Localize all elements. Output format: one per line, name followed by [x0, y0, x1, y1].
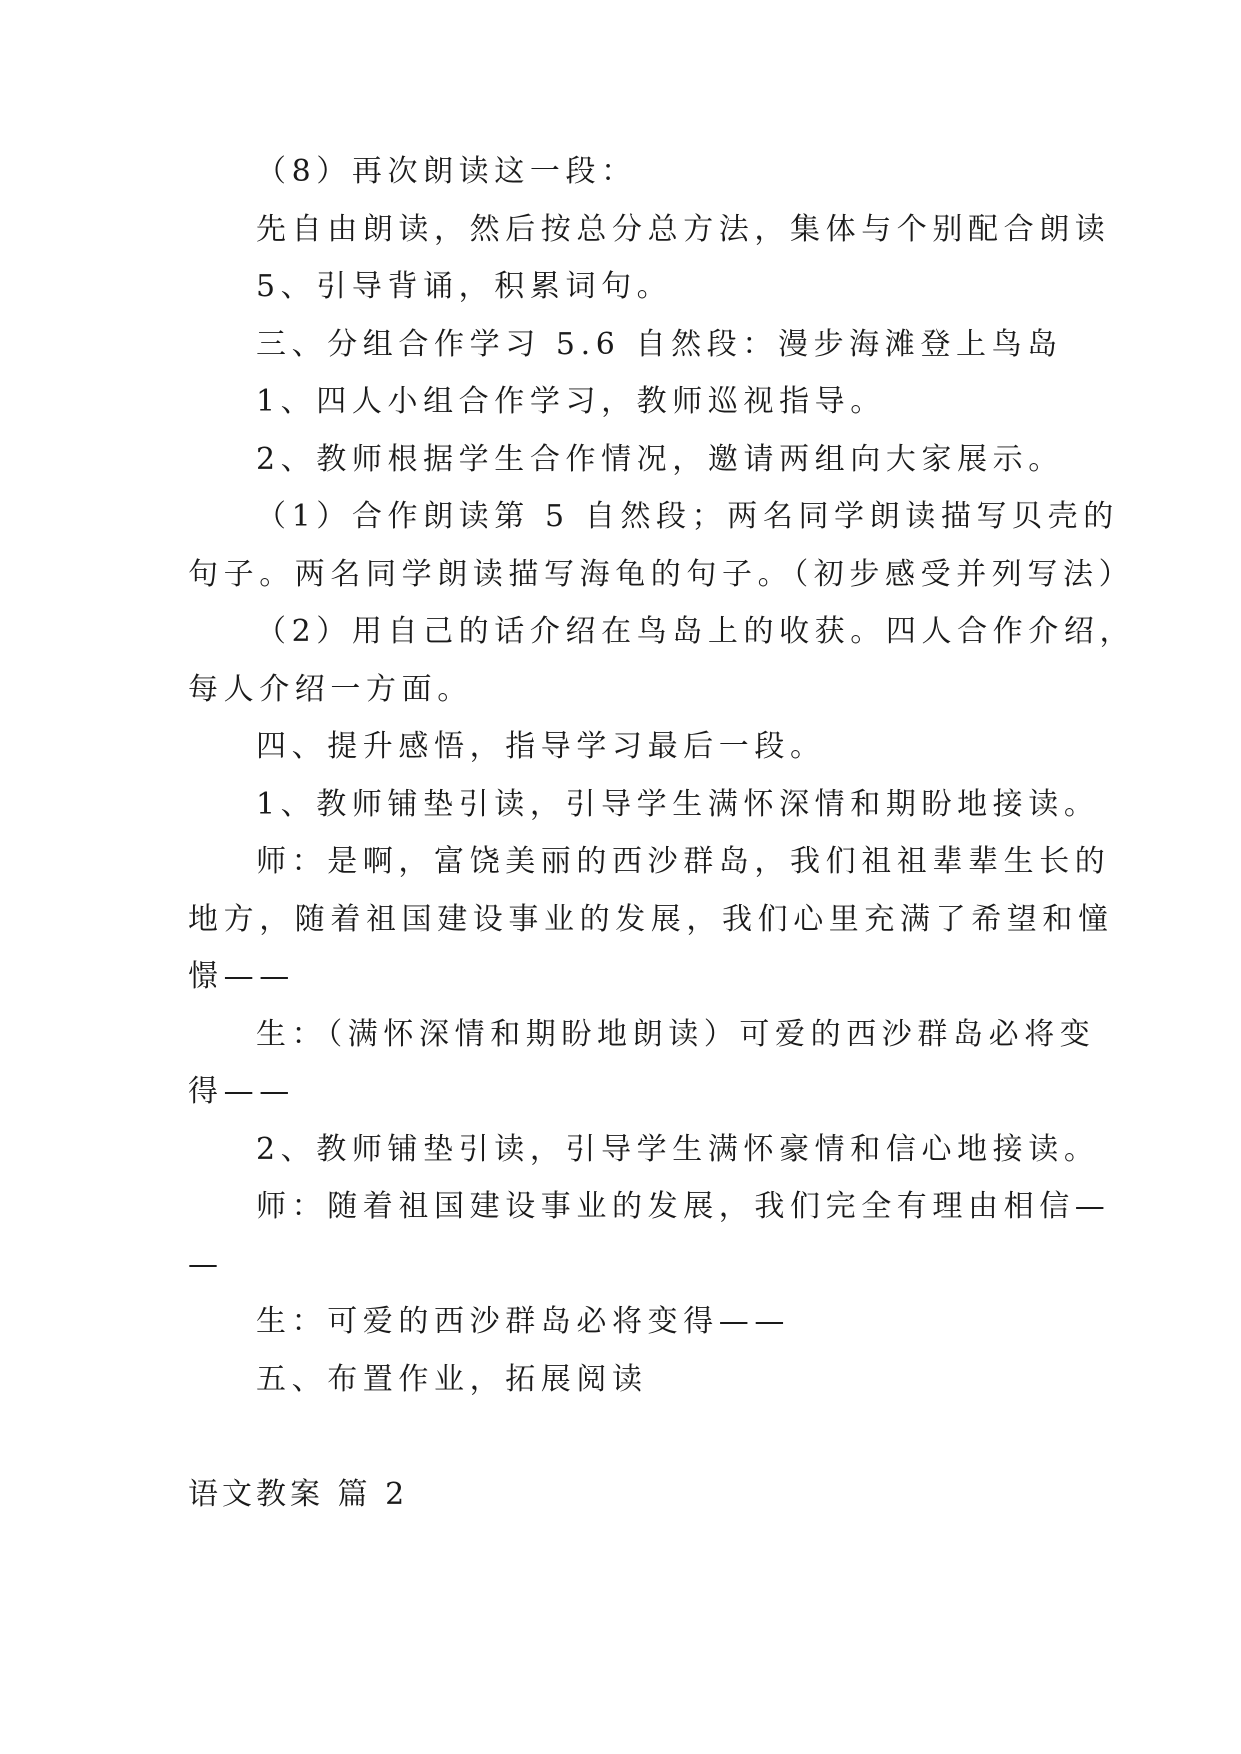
- text-line: 每人介绍一方面。: [188, 672, 473, 707]
- text-line: 师：随着祖国建设事业的发展，我们完全有理由相信—: [256, 1189, 1111, 1224]
- text-line: 四、提升感悟，指导学习最后一段。: [256, 729, 826, 764]
- text-line: （1）合作朗读第 5 自然段；两名同学朗读描写贝壳的: [256, 499, 1119, 534]
- text-line: 5、引导背诵，积累词句。: [256, 269, 673, 304]
- text-line: 得——: [188, 1074, 295, 1109]
- text-line: 1、四人小组合作学习，教师巡视指导。: [256, 384, 886, 419]
- text-line: 三、分组合作学习 5.6 自然段：漫步海滩登上鸟岛: [256, 327, 1063, 362]
- text-line: 先自由朗读，然后按总分总方法，集体与个别配合朗读: [256, 212, 1111, 247]
- text-line: 句子。两名同学朗读描写海龟的句子。（初步感受并列写法）: [188, 557, 1135, 592]
- section-heading: 语文教案 篇 2: [188, 1477, 409, 1512]
- text-line: 2、教师铺垫引读，引导学生满怀豪情和信心地接读。: [256, 1132, 1100, 1167]
- text-line: 生：可爱的西沙群岛必将变得——: [256, 1304, 790, 1339]
- text-line: —: [188, 1247, 224, 1282]
- text-line: 1、教师铺垫引读，引导学生满怀深情和期盼地接读。: [256, 787, 1100, 822]
- text-line: 师：是啊，富饶美丽的西沙群岛，我们祖祖辈辈生长的: [256, 844, 1111, 879]
- text-line: 憬——: [188, 959, 295, 994]
- text-line: 五、布置作业，拓展阅读: [256, 1362, 648, 1397]
- text-line: （8）再次朗读这一段：: [256, 154, 637, 189]
- text-line: 2、教师根据学生合作情况，邀请两组向大家展示。: [256, 442, 1064, 477]
- text-line: 生：（满怀深情和期盼地朗读）可爱的西沙群岛必将变: [256, 1017, 1096, 1052]
- text-line: 地方，随着祖国建设事业的发展，我们心里充满了希望和憧: [188, 902, 1114, 937]
- text-line: （2）用自己的话介绍在鸟岛上的收获。四人合作介绍，: [256, 614, 1136, 649]
